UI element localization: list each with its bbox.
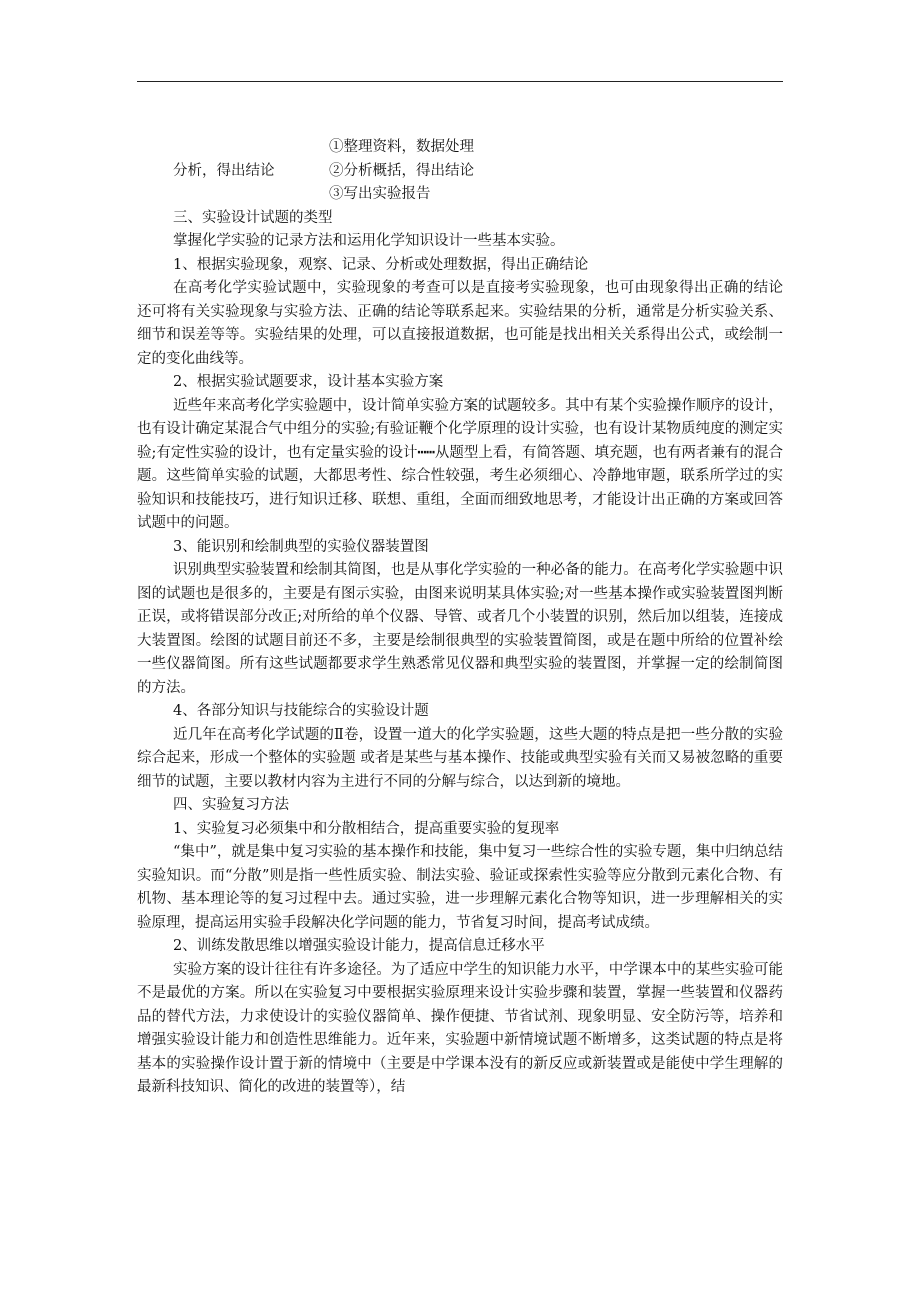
body-paragraph: 识别典型实验装置和绘制其简图，也是从事化学实验的一种必备的能力。在高考化学实验题中识图的试题也是很多的，主要是有图示实验，由图来说明某具体实验;对一些基本操作或实验装置图判断正误，或将错误部分改正;对所给的单个仪器、导管、或者几个小装置的识别，然后加以组装，连接成大装置图。绘图的试题目前还不多，主要是绘制很典型的实验装置简图，或是在题中所给的位置补绘一些仪器简图。所有这些试题都要求学生熟悉常见仪器和典型实验的装置图，并掌握一定的绘制简图的方法。 [137,562,783,696]
section-heading: 三、实验设计试题的类型 [173,209,333,226]
step-item: ①整理资料，数据处理 [329,139,474,155]
body-paragraph: 在高考化学实验试题中，实验现象的考查可以是直接考实验现象，也可由现象得出正确的结论 还可将有关实验现象与实验方法、正确的结论等联系起来。实验结果的分析，通常是分析实验关系、细节和误差等等。实验结果的处理，可以直接报道数据，也可能是找出相关关系得出公式，或绘制一定的变化曲线等。 [137,280,783,367]
step-item: ③写出实验报告 [329,186,431,202]
subsection-heading: 2、根据实验试题要求，设计基本实验方案 [173,374,444,390]
subsection-heading: 2、训练发散思维以增强实验设计能力，提高信息迁移水平 [173,938,545,954]
analysis-steps [137,136,783,207]
subsection-heading: 4、各部分知识与技能综合的实验设计题 [173,703,429,719]
subsection-heading: 3、能识别和绘制典型的实验仪器装置图 [173,538,429,555]
subsection-heading: 1、实验复习必须集中和分散相结合，提高重要实验的复现率 [173,820,560,837]
body-paragraph: “集中”，就是集中复习实验的基本操作和技能，集中复习一些综合性的实验专题，集中归纳总结实验知识。而“分散”则是指一些性质实验、制法实验、验证或探索性实验等应分散到元素化合物、有机物、基本理论等的复习过程中去。通过实验，进一步理解元素化合物等知识，进一步理解相关的实验原理，提高运用实验手段解决化学问题的能力，节省复习时间，提高考试成绩。 [137,844,783,931]
intro-line: 掌握化学实验的记录方法和运用化学知识设计一些基本实验。 [173,233,565,249]
header-rule [137,81,783,82]
document-body [137,136,783,1100]
subsection-heading: 1、根据实验现象，观察、记录、分析或处理数据，得出正确结论 [173,256,589,273]
body-paragraph: 实验方案的设计往往有许多途径。为了适应中学生的知识能力水平，中学课本中的某些实验可能不是最优的方案。所以在实验复习中要根据实验原理来设计实验步骤和装置，掌握一些装置和仪器药品的替代方法，力求使设计的实验仪器简单、操作便捷、节省试剂、现象明显、安全防污等，培养和增强实验设计能力和创造性思维能力。近年来，实验题中新情境试题不断增多，这类试题的特点是将基本的实验操作设计置于新的情境中（主要是中学课本没有的新反应或新装置或是能使中学生理解的最新科技知识、简化的改进的装置等），结 [137,961,783,1095]
steps-label: 分析，得出结论 [173,162,275,179]
body-paragraph: 近几年在高考化学试题的Ⅱ卷，设置一道大的化学实验题，这些大题的特点是把一些分散的实验综合起来，形成一个整体的实验题 或者是某些与基本操作、技能或典型实验有关而又易被忽略的重要细节的试题，主要以教材内容为主进行不同的分解与综合，以达到新的境地。 [137,726,783,790]
step-item: ②分析概括，得出结论 [329,162,474,179]
body-paragraph: 近些年来高考化学实验题中，设计简单实验方案的试题较多。其中有某个实验操作顺序的设计，也有设计确定某混合气中组分的实验;有验证鞭个化学原理的设计实验，也有设计某物质纯度的测定实验;有定性实验的设计，也有定量实验的设计┅┅从题型上看，有简答题、填充题，也有两者兼有的混合题。这些简单实验的试题，大都思考性、综合性较强，考生必须细心、冷静地审题，联系所学过的实验知识和技能技巧，进行知识迁移、联想、重组，全面而细致地思考，才能设计出正确的方案或回答试题中的问题。 [137,397,783,531]
section-heading: 四、实验复习方法 [173,797,289,813]
